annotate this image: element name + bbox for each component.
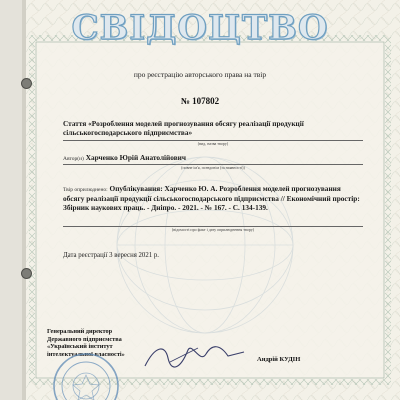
authors-row: [63, 153, 363, 163]
signatory-line: Державного підприємства: [47, 335, 122, 343]
certificate-number: № 107802: [180, 96, 220, 106]
authors-label: Автор(и): [63, 156, 84, 162]
registration-date: Дата реєстрації 3 вересня 2021 р.: [63, 252, 159, 259]
signatory-name: Андрій КУДІН: [257, 356, 301, 363]
work-title-hint: (вид, назва твору): [197, 141, 229, 146]
publication-block: [63, 184, 363, 212]
signatory-line: інтелектуальної власності»: [47, 351, 125, 359]
binder-hole-icon: [21, 78, 32, 89]
signatory-line: Генеральний директор: [47, 328, 113, 335]
official-seal-icon: [52, 352, 120, 400]
publication-label: Твір оприлюднено:: [63, 187, 108, 193]
signature-icon: [140, 336, 250, 376]
signatory-line: «Український інститут: [47, 343, 113, 351]
certificate-subtitle: про реєстрацію авторського права на твір: [133, 70, 267, 79]
work-title: Стаття «Розроблення моделей прогнозування обсягу реалізації продукції сільськогосподарського підприємства»: [63, 119, 304, 138]
authors-value: Харченко Юрій Анатолійович: [85, 153, 186, 162]
binder-hole-icon: [21, 268, 32, 279]
authors-hint: (повне ім'я, псевдонім (за наявності)): [181, 165, 245, 170]
publication-value: Опублікування: Харченко Ю. А. Розроблення моделей прогнозування обсягу реалізації продукції сільськогосподарського підприємства // Економічний простір: Збірник наукових праць. - Дніпро. - 2021. - № 167. - С. 134-139.: [63, 184, 360, 212]
certificate-title: СВІДОЦТВО: [71, 8, 329, 48]
publication-hint: (відомості про факт і дату оприлюднення твору): [171, 227, 255, 232]
